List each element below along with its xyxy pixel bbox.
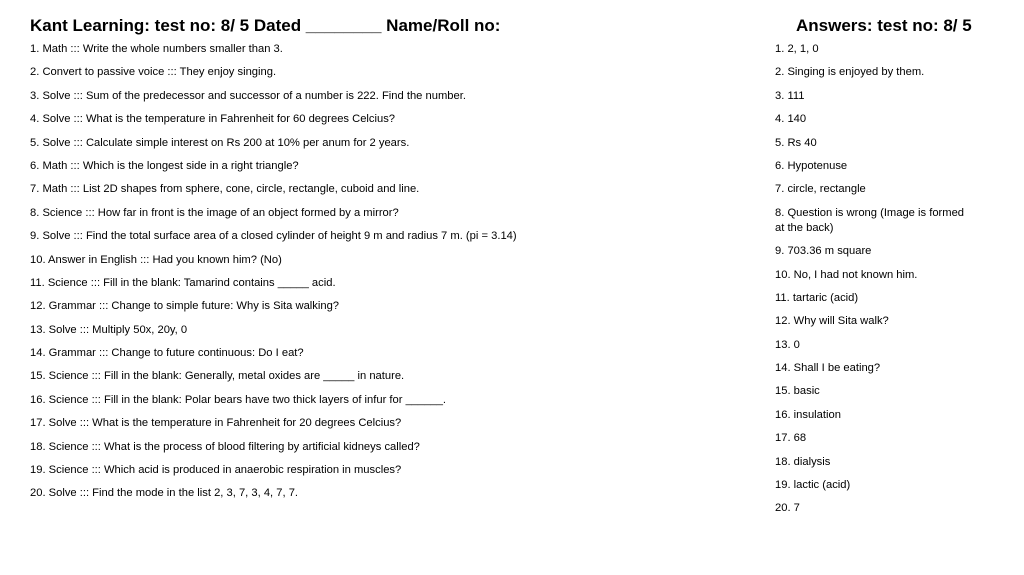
answer-item: 17. 68 bbox=[775, 432, 807, 445]
answer-item: 15. basic bbox=[775, 385, 820, 398]
answer-item: 7. circle, rectangle bbox=[775, 183, 866, 196]
question-item: 6. Math ::: Which is the longest side in a right triangle? bbox=[30, 159, 299, 172]
answer-item: 11. tartaric (acid) bbox=[775, 291, 859, 304]
question-item: 11. Science ::: Fill in the blank: Tamarind contains _____ acid. bbox=[30, 276, 336, 289]
answer-item: 8. Question is wrong (Image is formed at the back) bbox=[775, 206, 965, 234]
answer-list bbox=[775, 42, 965, 525]
question-item: 3. Solve ::: Sum of the predecessor and successor of a number is 222. Find the number. bbox=[30, 89, 466, 102]
answer-item: 14. Shall I be eating? bbox=[775, 362, 881, 375]
question-item: 8. Science ::: How far in front is the image of an object formed by a mirror? bbox=[30, 206, 399, 219]
question-item: 20. Solve ::: Find the mode in the list 2, 3, 7, 3, 4, 7, 7. bbox=[30, 487, 299, 500]
answer-item: 2. Singing is enjoyed by them. bbox=[775, 66, 925, 79]
answer-item: 19. lactic (acid) bbox=[775, 479, 851, 492]
answer-item: 9. 703.36 m square bbox=[775, 245, 872, 258]
question-item: 17. Solve ::: What is the temperature in Fahrenheit for 20 degrees Celcius? bbox=[30, 417, 402, 430]
question-item: 1. Math ::: Write the whole numbers smaller than 3. bbox=[30, 43, 283, 55]
answers-title: Answers: test no: 8/ 5 bbox=[796, 16, 972, 35]
answer-item: 6. Hypotenuse bbox=[775, 159, 848, 172]
question-item: 18. Science ::: What is the process of blood filtering by artificial kidneys called? bbox=[30, 440, 420, 453]
answer-item: 3. 111 bbox=[775, 89, 805, 102]
answer-item: 18. dialysis bbox=[775, 455, 831, 468]
question-item: 19. Science ::: Which acid is produced in anaerobic respiration in muscles? bbox=[30, 464, 402, 477]
answer-item: 20. 7 bbox=[775, 502, 800, 515]
answer-item: 13. 0 bbox=[775, 338, 800, 351]
question-item: 9. Solve ::: Find the total surface area of a closed cylinder of height 9 m and radius 7 m. (pi = 3.14) bbox=[30, 230, 517, 243]
question-item: 14. Grammar ::: Change to future continuous: Do I eat? bbox=[30, 347, 304, 360]
answer-item: 16. insulation bbox=[775, 408, 841, 421]
test-title: Kant Learning: test no: 8/ 5 Dated ________ Name/Roll no: bbox=[30, 16, 501, 35]
question-item: 5. Solve ::: Calculate simple interest on Rs 200 at 10% per anum for 2 years. bbox=[30, 136, 410, 149]
answer-item: 5. Rs 40 bbox=[775, 136, 817, 149]
answer-item: 10. No, I had not known him. bbox=[775, 268, 918, 281]
question-item: 12. Grammar ::: Change to simple future: Why is Sita walking? bbox=[30, 300, 340, 313]
question-item: 13. Solve ::: Multiply 50x, 20y, 0 bbox=[30, 323, 188, 336]
question-item: 10. Answer in English ::: Had you known him? (No) bbox=[30, 253, 282, 266]
question-item: 15. Science ::: Fill in the blank: Generally, metal oxides are _____ in nature. bbox=[30, 370, 405, 383]
question-item: 16. Science ::: Fill in the blank: Polar bears have two thick layers of infur for ______. bbox=[30, 393, 447, 406]
question-item: 7. Math ::: List 2D shapes from sphere, cone, circle, rectangle, cuboid and line. bbox=[30, 183, 420, 196]
answer-item: 1. 2, 1, 0 bbox=[775, 43, 819, 55]
question-item: 2. Convert to passive voice ::: They enjoy singing. bbox=[30, 66, 277, 79]
question-item: 4. Solve ::: What is the temperature in Fahrenheit for 60 degrees Celcius? bbox=[30, 113, 396, 126]
answer-item: 12. Why will Sita walk? bbox=[775, 315, 889, 328]
question-list bbox=[30, 42, 750, 510]
answer-item: 4. 140 bbox=[775, 113, 807, 126]
